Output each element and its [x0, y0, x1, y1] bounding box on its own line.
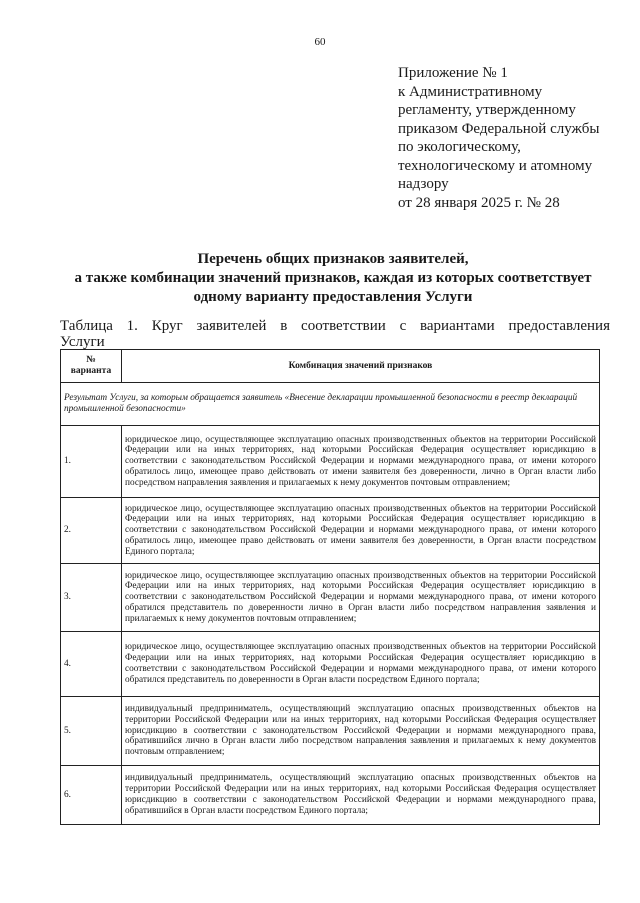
- title-line: одному варианту предоставления Услуги: [193, 289, 473, 305]
- appendix-block: [398, 64, 618, 212]
- variant-number: 5.: [61, 697, 122, 766]
- table-row: [61, 632, 600, 697]
- appendix-line: регламенту, утвержденному: [398, 102, 576, 118]
- table-caption-continuation: Услуги: [60, 334, 105, 350]
- variant-combination: юридическое лицо, осуществляющее эксплуатацию опасных производственных объектов на территории Российской Федерации или на иных территориях, над которыми Российская Федерация осуществляет юрисдикцию в соответствии с законодательством Российской Федерации и нормами международного права, от имени которого обратилось лицо, имеющее право действовать от имени заявителя без доверенности, в Орган власти посредством Единого портала;: [122, 498, 600, 564]
- variant-combination: юридическое лицо, осуществляющее эксплуатацию опасных производственных объектов на территории Российской Федерации или на иных территориях, над которыми Российская Федерация осуществляет юрисдикцию в соответствии с законодательством Российской Федерации и нормами международного права, от имени которого обратился представитель по доверенности лично в Орган власти либо посредством направления заявления и прилагаемых к нему документов почтовым отправлением;: [122, 564, 600, 632]
- document-title: [40, 250, 626, 307]
- variant-combination: юридическое лицо, осуществляющее эксплуатацию опасных производственных объектов на территории Российской Федерации или на иных территориях, над которыми Российская Федерация осуществляет юрисдикцию в соответствии с законодательством Российской Федерации и нормами международного права, от имени которого обратилось лицо, имеющее право действовать от имени заявителя без доверенности, лично в Орган власти либо посредством направления заявления и прилагаемых к нему документов почтовым отправлением;: [122, 426, 600, 498]
- header-num-label: варианта: [70, 366, 112, 376]
- variant-combination: индивидуальный предприниматель, осуществляющий эксплуатацию опасных производственных объектов на территории Российской Федерации или на иных территориях, над которыми Российская Федерация осуществляет юрисдикцию в соответствии с законодательством Российской Федерации и нормами международного права, обратившийся в Орган власти посредством Единого портала;: [122, 766, 600, 825]
- table-row: [61, 766, 600, 825]
- variant-number: 6.: [61, 766, 122, 825]
- appendix-line: надзору: [398, 176, 449, 192]
- table-row: [61, 697, 600, 766]
- header-num-symbol: №: [86, 355, 96, 365]
- header-combination: Комбинация значений признаков: [122, 350, 600, 383]
- table-row: [61, 498, 600, 564]
- variant-number: 4.: [61, 632, 122, 697]
- table-row: [61, 426, 600, 498]
- table-row: [61, 564, 600, 632]
- variant-number: 2.: [61, 498, 122, 564]
- appendix-line: приказом Федеральной службы: [398, 120, 600, 137]
- variant-combination: индивидуальный предприниматель, осуществляющий эксплуатацию опасных производственных объектов на территории Российской Федерации или на иных территориях, над которыми Российская Федерация осуществляет юрисдикцию в соответствии с законодательством Российской Федерации и нормами международного права, обратившийся лично в Орган власти либо посредством направления заявления и прилагаемых к нему документов почтовым отправлением;: [122, 697, 600, 766]
- variant-combination: юридическое лицо, осуществляющее эксплуатацию опасных производственных объектов на территории Российской Федерации или на иных территориях, над которыми Российская Федерация осуществляет юрисдикцию в соответствии с законодательством Российской Федерации и нормами международного права, от имени которого обратился представитель по доверенности в Орган власти посредством Единого портала;: [122, 632, 600, 697]
- header-variant-number: [61, 350, 122, 383]
- appendix-line: от 28 января 2025 г. № 28: [398, 194, 560, 211]
- page-number: 60: [314, 36, 326, 48]
- appendix-line: по экологическому,: [398, 139, 521, 155]
- appendix-line: к Административному: [398, 83, 543, 100]
- result-description: Результат Услуги, за которым обращается заявитель «Внесение декларации промышленной безопасности в реестр деклараций промышленной безопасности»: [61, 383, 600, 426]
- appendix-line: технологическому и атомному: [398, 157, 593, 174]
- variant-number: 1.: [61, 426, 122, 498]
- title-line: Перечень общих признаков заявителей,: [197, 251, 469, 267]
- result-row: [61, 383, 600, 426]
- table-header-row: [61, 350, 600, 383]
- variant-number: 3.: [61, 564, 122, 632]
- table-caption: Таблица 1. Круг заявителей в соответствии с вариантами предоставления: [60, 318, 610, 334]
- appendix-line: Приложение № 1: [398, 65, 508, 81]
- applicants-table: [60, 349, 600, 825]
- title-line: а также комбинации значений признаков, каждая из которых соответствует: [74, 270, 592, 286]
